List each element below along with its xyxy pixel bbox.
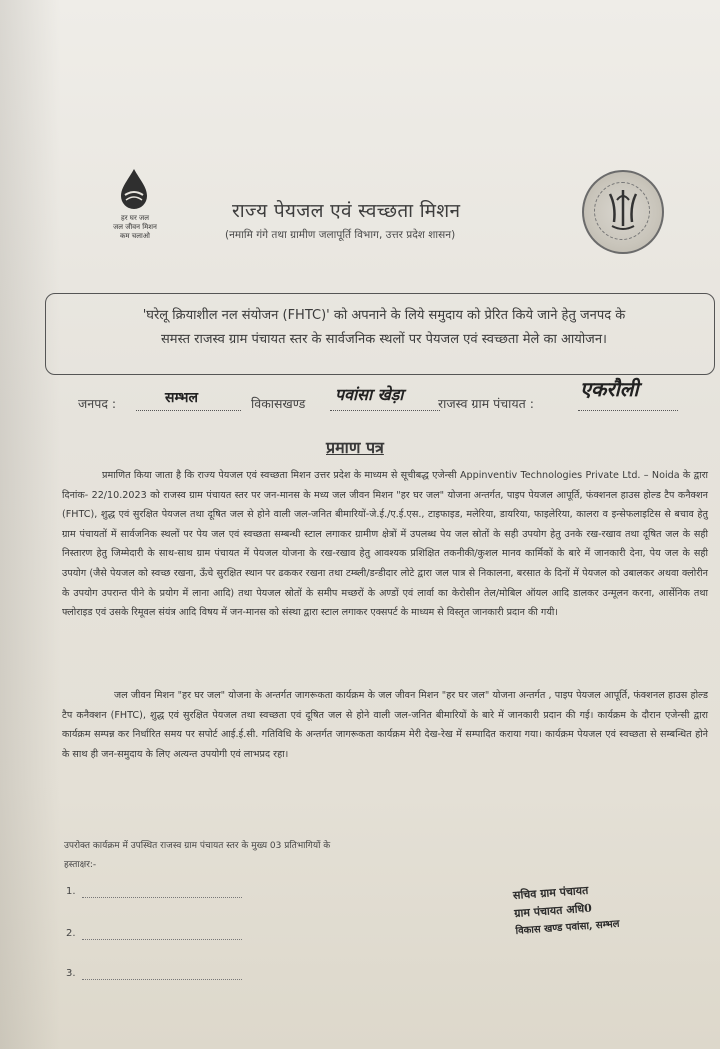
para2-text: जल जीवन मिशन "हर घर जल" योजना के अन्तर्गत जागरूकता कार्यक्रम के जल जीवन मिशन "हर घर जल" योजना अन्तर्गत , पाइप पेयजल आपूर्ति, फंक्शनल हाउस होल्ड टैप कनैक्शन (FHTC), शुद्ध एवं सुरक्षित पेयजल तथा स्वच्छता एवं दूषित जल से होने वाली जल-जनित बीमारियों के बारे में जानकारी प्रदान की गई। कार्यक्रम के दौरान एजेन्सी द्वारा कार्यक्रम सम्पन्न कर निर्धारित समय पर सपोर्ट आई.ई.सी. गतिविधि के अन्तर्गत जागरूकता कार्यक्रम मेरी देख-रेख में सम्पादित कराया गया। कार्यक्रम पेयजल एवं स्वच्छता से सम्बन्धित होने के साथ ही जन-समुदाय के लिए अत्यन्त उपयोगी एवं लाभप्रद रहा। <box>62 690 708 760</box>
department-title: राज्य पेयजल एवं स्वच्छता मिशन <box>232 200 461 222</box>
emblem-icon <box>604 186 642 236</box>
para1-text: प्रमाणित किया जाता है कि राज्य पेयजल एवं स्वच्छता मिशन उत्तर प्रदेश के माध्यम से सूचीबद्ध एजेन्सी Appinventiv Technologies Private Ltd. – Noida के द्वारा दिनांक- 22/10.2023 को राजस्व ग्राम पंचायत स्तर पर जन-मानस के मध्य जल जीवन मिशन "हर घर जल" योजना अन्तर्गत, पाइप पेयजल आपूर्ति, फंक्शनल हाउस होल्ड टैप कनैक्शन (FHTC), शुद्ध एवं सुरक्षित पेयजल तथा दूषित जल से होने वाली जल-जनित बीमारियों-जे.ई./ए.ई.एस., टाइफाइड, मलेरिया, डायरिया, फाइलेरिया, कालरा व इन्सेफलाइटिस से बचाव हेतु ग्राम पंचायतों में सार्वजनिक स्थलों पर पेय जल एवं स्वच्छता सम्बन्धी स्टाल लगाकर ग्रामीण क्षेत्रों में उपलब्ध पेय जल स्रोतों के सही उपयोग हेतु उनके रख-रखाव तथा दूषित जल के सही निस्तारण हेतु जिम्मेदारी के साथ-साथ ग्राम पंचायत में पेयजल योजना के रख-रखाव हेतु आवश्यक प्रशिक्षित तकनीकी/कुशल मानव कार्मिकों के बारे में जानकारी देना, पेय जल के सही उपयोग (जैसे पेयजल को स्वच्छ रखना, ऊँचे सुरक्षित स्थान पर ढककर रखना तथा टम्ब्ली/डन्डीदार लोटे द्वारा जल पात्र से निकालना, बरसात के दिनों में पेयजल को उबालकर अथवा क्लोरीन के उपयोग उपरान्त पीने के प्रयोग में लाना आदि) तथा पेयजल स्रोतों के समीप मच्छरों के अण्डों एवं लार्वा का केरोसीन तेल/मोबिल ऑयल आदि डालकर उन्मूलन करना, आर्सेनिक तथा फ्लोराइड एवं उसके रिमूवल संयंत्र आदि विषय में जन-मानस को संस्था द्वारा स्टाल लगाकर एक्सपर्ट के माध्यम से विस्तृत जानकारी प्रदान की गयी। <box>62 470 708 619</box>
panchayat-fill-line <box>578 410 678 411</box>
panchayat-value: एकरौली <box>580 377 639 401</box>
event-heading <box>64 304 704 352</box>
logo-left-text: हर घर जल जल जीवन मिशन कम चलाओ <box>113 214 157 240</box>
officer-stamp <box>512 873 717 967</box>
participants-intro: उपरोक्त कार्यक्रम में उपस्थित राजस्व ग्राम पंचायत स्तर के मुख्य 03 प्रतिभागियों के <box>64 841 331 851</box>
participant-2-number: 2. <box>66 928 76 939</box>
participant-3-number: 3. <box>66 968 76 979</box>
janpad-fill-line <box>136 410 241 411</box>
janpad-value: सम्भल <box>165 390 198 406</box>
certificate-body-para1 <box>62 466 708 623</box>
stamp-line3: विकास खण्ड पवांसा, सम्भल <box>515 918 620 937</box>
page-shadow <box>0 0 60 1049</box>
vikaskhand-value: पवांसा खेड़ा <box>335 385 404 404</box>
participant-1-number: 1. <box>66 886 76 897</box>
water-drop-icon <box>118 168 150 210</box>
stamp-line1: सचिव ग्राम पंचायत <box>512 883 589 903</box>
signature-label: हस्ताक्षर:- <box>64 860 97 870</box>
department-subtitle: (नमामि गंगे तथा ग्रामीण जलापूर्ति विभाग, उत्तर प्रदेश शासन) <box>225 229 456 241</box>
certificate-body-para2 <box>62 686 708 764</box>
panchayat-label: राजस्व ग्राम पंचायत : <box>438 396 534 411</box>
janpad-label: जनपद : <box>78 396 117 411</box>
event-heading-line1: 'घरेलू क्रियाशील नल संयोजन (FHTC)' को अपनाने के लिये समुदाय को प्रेरित किये जाने हेतु जनपद के <box>142 308 626 323</box>
participant-1-signature-line <box>82 897 242 898</box>
participant-3-signature-line <box>82 979 242 980</box>
event-heading-line2: समस्त राजस्व ग्राम पंचायत स्तर के सार्वजनिक स्थलों पर पेयजल एवं स्वच्छता मेले का आयोजन। <box>161 332 607 347</box>
vikaskhand-fill-line <box>330 410 440 411</box>
up-government-emblem <box>582 170 664 254</box>
jal-jeevan-mission-logo <box>100 168 170 263</box>
certificate-title: प्रमाण पत्र <box>326 438 384 457</box>
stamp-line2: ग्राम पंचायत अधि0 <box>513 901 593 920</box>
vikaskhand-label: विकासखण्ड <box>251 396 306 411</box>
participant-2-signature-line <box>82 939 242 940</box>
